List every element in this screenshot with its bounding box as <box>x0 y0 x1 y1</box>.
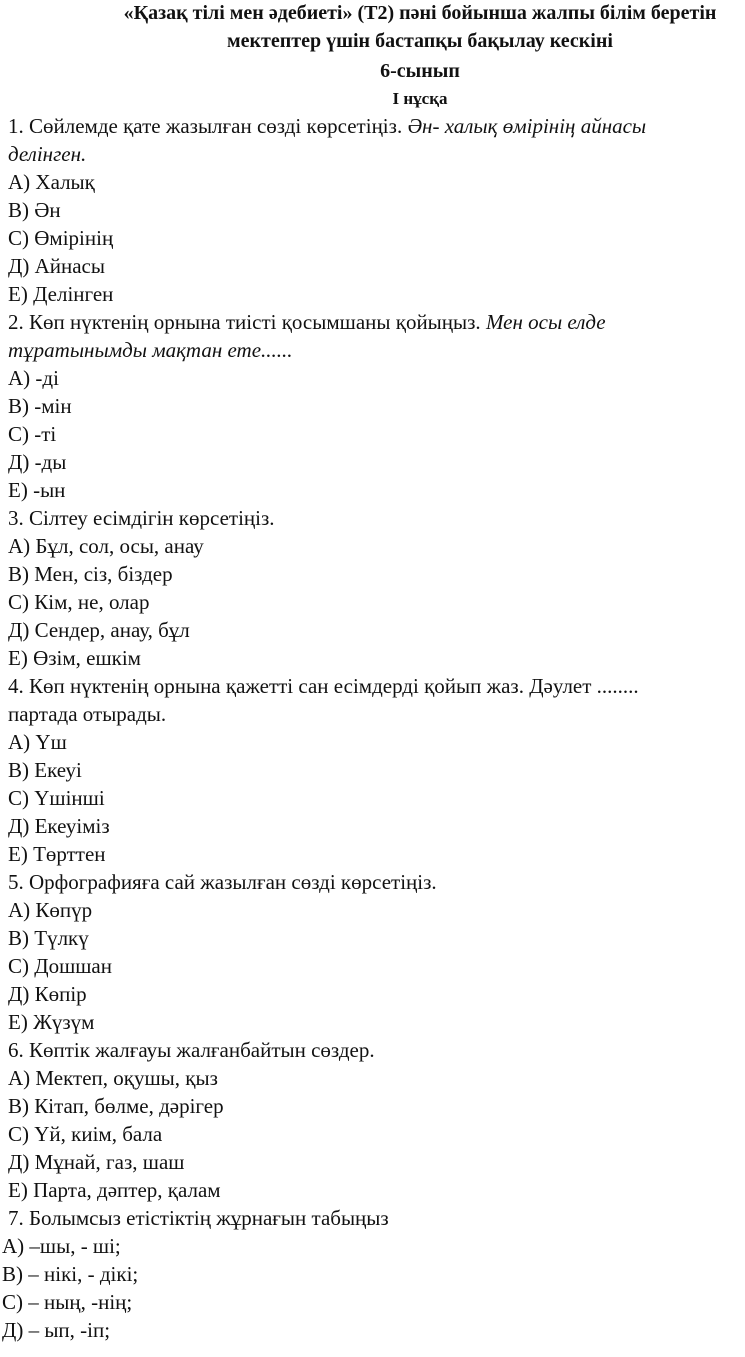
answer-option-d: Д) Екеуіміз <box>8 814 110 838</box>
answer-option-b: В) -мін <box>8 394 72 418</box>
doc-title-line-1: «Қазақ тілі мен әдебиеті» (Т2) пәні бойынша жалпы білім беретін <box>123 2 717 24</box>
question-stem: 4. Көп нүктенің орнына қажетті сан есімдерді қойып жаз. Дәулет ........ <box>8 674 639 698</box>
variant-label: І нұсқа <box>392 89 448 108</box>
question-2 <box>0 308 745 504</box>
answer-option-a: А) Бұл, сол, осы, анау <box>8 534 204 558</box>
answer-option-a: А) –шы, - ші; <box>2 1234 121 1258</box>
answer-option-a: А) Халық <box>8 170 95 194</box>
question-text: 2. Көп нүктенің орнына тиісті қосымшаны қойыңыз. <box>8 310 481 334</box>
question-stem: 7. Болымсыз етістіктің жұрнағын табыңыз <box>8 1206 389 1230</box>
question-stem: 3. Сілтеу есімдігін көрсетіңіз. <box>8 506 275 530</box>
answer-option-c: С) – ның, -нің; <box>2 1290 133 1314</box>
answer-option-c: С) Кім, не, олар <box>8 590 150 614</box>
question-5 <box>0 868 745 1036</box>
answer-option-c: С) Дошшан <box>8 954 112 978</box>
answer-option-a: А) Үш <box>8 730 67 754</box>
answer-option-b: В) Мен, сіз, біздер <box>8 562 173 586</box>
answer-option-e: Е) Делінген <box>8 282 114 306</box>
answer-option-d: Д) Мұнай, газ, шаш <box>8 1150 185 1174</box>
answer-option-e: Е) Жүзүм <box>8 1010 95 1034</box>
answer-option-b: В) Кітап, бөлме, дәрігер <box>8 1094 224 1118</box>
doc-title-line-2: мектептер үшін бастапқы бақылау кескіні <box>227 30 613 52</box>
answer-option-c: С) Үй, киім, бала <box>8 1122 163 1146</box>
answer-option-a: А) -ді <box>8 366 59 390</box>
answer-option-b: В) Екеуі <box>8 758 82 782</box>
answer-option-d: Д) Сендер, анау, бұл <box>8 618 190 642</box>
question-stem: 6. Көптік жалғауы жалғанбайтын сөздер. <box>8 1038 375 1062</box>
question-6 <box>0 1036 745 1204</box>
question-7 <box>0 1204 745 1344</box>
grade-label: 6-сынып <box>380 60 460 82</box>
question-stem-continued: партада отырады. <box>8 702 167 726</box>
answer-option-d: Д) – ып, -іп; <box>2 1318 111 1342</box>
answer-option-e: Е) Өзім, ешкім <box>8 646 141 670</box>
answer-option-d: Д) -ды <box>8 450 67 474</box>
question-stem <box>0 308 745 336</box>
question-stem <box>0 112 745 140</box>
answer-option-a: А) Көпүр <box>8 898 93 922</box>
question-text: 1. Сөйлемде қате жазылған сөзді көрсетіңіз. <box>8 114 403 138</box>
question-sentence: Мен осы елде <box>480 310 606 334</box>
answer-option-d: Д) Айнасы <box>8 254 105 278</box>
question-3 <box>0 504 745 672</box>
answer-option-a: А) Мектеп, оқушы, қыз <box>8 1066 218 1090</box>
question-sentence: Ән- халық өмірінің айнасы <box>402 114 647 138</box>
answer-option-e: Е) -ын <box>8 478 66 502</box>
answer-option-d: Д) Көпір <box>8 982 87 1006</box>
question-list <box>0 112 745 1344</box>
question-4 <box>0 672 745 868</box>
answer-option-e: Е) Төрттен <box>8 842 106 866</box>
answer-option-b: В) – нікі, - дікі; <box>2 1262 139 1286</box>
question-sentence-continued: делінген. <box>8 142 87 166</box>
answer-option-c: С) Өмірінің <box>8 226 114 250</box>
question-stem: 5. Орфографияға сай жазылған сөзді көрсетіңіз. <box>8 870 437 894</box>
answer-option-b: В) Түлкү <box>8 926 89 950</box>
answer-option-c: С) Үшінші <box>8 786 105 810</box>
question-1 <box>0 112 745 308</box>
answer-option-e: Е) Парта, дәптер, қалам <box>8 1178 221 1202</box>
question-sentence-continued: тұратынымды мақтан ете...... <box>8 338 293 362</box>
answer-option-c: С) -ті <box>8 422 57 446</box>
answer-option-b: В) Ән <box>8 198 61 222</box>
